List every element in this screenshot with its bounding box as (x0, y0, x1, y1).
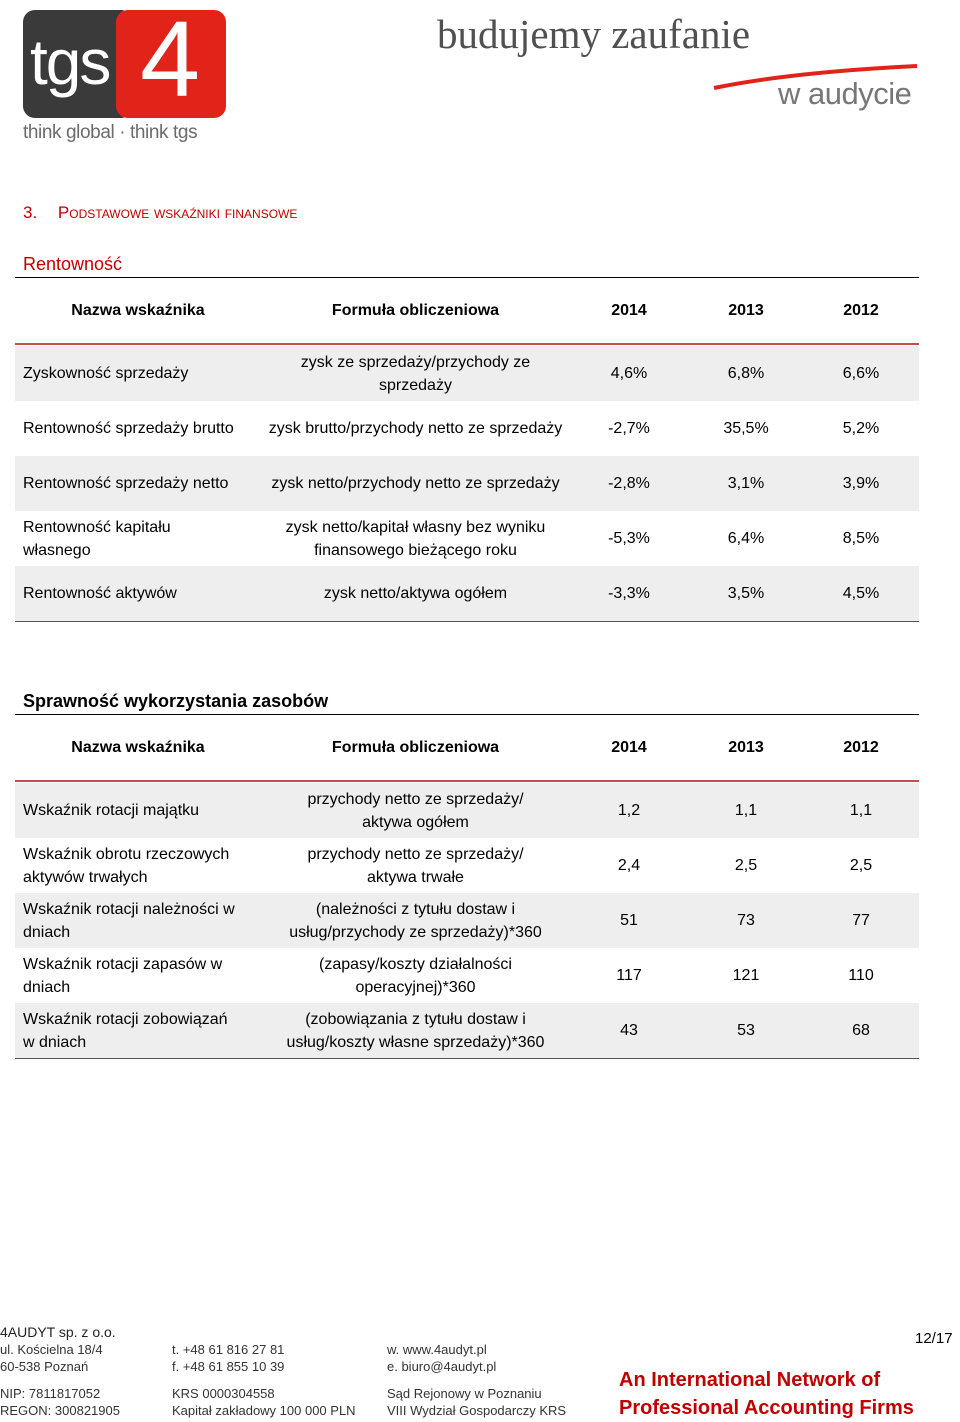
column-header: 2012 (843, 739, 879, 756)
value-2014: -2,7% (608, 420, 650, 437)
row-formula: zysk netto/aktywa ogółem (323, 585, 508, 602)
footer-address-1: ul. Kościelna 18/4 (0, 1342, 103, 1357)
value-2013: 53 (737, 1022, 755, 1039)
value-2014: -3,3% (608, 585, 650, 602)
row-formula: zysk ze sprzedaży/przychody ze sprzedaży (300, 353, 531, 394)
row-name: Rentowność kapitału własnego (23, 518, 171, 559)
row-formula: zysk netto/przychody netto ze sprzedaży (271, 475, 560, 492)
value-2013: 121 (732, 967, 760, 984)
column-header: Formuła obliczeniowa (331, 739, 500, 756)
row-formula: przychody netto ze sprzedaży/ aktywa ogółem (307, 790, 524, 831)
table-row (15, 948, 919, 1003)
value-2013: 6,4% (727, 530, 765, 547)
table-row (15, 1003, 919, 1058)
section-title: Podstawowe wskaźniki finansowe (57, 203, 298, 222)
value-2013: 2,5 (734, 857, 758, 874)
row-name: Rentowność sprzedaży netto (23, 475, 229, 492)
column-header: Nazwa wskaźnika (71, 739, 205, 756)
row-name: Wskaźnik rotacji majątku (23, 802, 200, 819)
row-name: Wskaźnik rotacji należności w dniach (23, 900, 235, 941)
value-2012: 68 (852, 1022, 870, 1039)
column-header: Formuła obliczeniowa (331, 302, 500, 319)
page-number: 12/17 (915, 1330, 953, 1347)
value-2014: -5,3% (608, 530, 650, 547)
value-2012: 5,2% (842, 420, 880, 437)
value-2012: 2,5 (849, 857, 873, 874)
value-2014: -2,8% (608, 475, 650, 492)
row-name: Rentowność aktywów (23, 585, 177, 602)
divider (15, 714, 919, 715)
footer-krs: KRS 0000304558 (172, 1386, 275, 1401)
table-row (15, 456, 919, 511)
value-2014: 4,6% (610, 365, 648, 382)
value-2012: 8,5% (842, 530, 880, 547)
slogan-main: budujemy zaufanie (437, 11, 751, 57)
row-name: Wskaźnik rotacji zapasów w dniach (23, 955, 223, 996)
footer-network-tagline (619, 1366, 914, 1422)
logo-text: tgs (30, 26, 110, 98)
table-row (15, 346, 919, 401)
value-2012: 6,6% (842, 365, 880, 382)
row-formula: (zobowiązania z tytułu dostaw i usług/koszty własne sprzedaży)*360 (286, 1010, 545, 1051)
header-rule (15, 343, 919, 345)
value-2013: 3,1% (727, 475, 765, 492)
value-2013: 35,5% (723, 420, 769, 437)
divider (15, 277, 919, 278)
row-formula: (zapasy/koszty działalności operacyjnej)*360 (319, 955, 512, 996)
value-2013: 3,5% (727, 585, 765, 602)
value-2012: 110 (848, 967, 874, 984)
row-name: Rentowność sprzedaży brutto (23, 420, 234, 437)
column-header: 2012 (843, 302, 879, 319)
logo-tagline: think global · think tgs (23, 122, 198, 143)
footer-address-2: 60-538 Poznań (0, 1359, 89, 1374)
column-header: 2013 (728, 302, 764, 319)
table-row (15, 511, 919, 566)
row-name: Wskaźnik obrotu rzeczowych aktywów trwałych (23, 845, 230, 886)
section-number: 3. (23, 203, 38, 222)
footer-fax: f. +48 61 855 10 39 (172, 1359, 285, 1374)
group-title-sprawnosc: Sprawność wykorzystania zasobów (23, 691, 329, 711)
logo-number: 4 (140, 0, 201, 119)
value-2013: 6,8% (727, 365, 765, 382)
footer-network-line-1: An International Network of (619, 1369, 881, 1391)
table-header (15, 296, 919, 326)
value-2014: 43 (620, 1022, 638, 1039)
table-row (15, 838, 919, 893)
table-header (15, 733, 919, 763)
value-2014: 117 (616, 967, 642, 984)
header-rule (15, 780, 919, 782)
table-bottom-rule (15, 1058, 919, 1059)
value-2014: 2,4 (617, 857, 641, 874)
value-2012: 1,1 (849, 802, 873, 819)
value-2012: 77 (852, 912, 870, 929)
footer-email[interactable]: e. biuro@4audyt.pl (387, 1359, 497, 1374)
row-name: Wskaźnik rotacji zobowiązań w dniach (23, 1010, 228, 1051)
footer-network-line-2: Professional Accounting Firms (619, 1397, 914, 1419)
table-row (15, 566, 919, 621)
value-2014: 1,2 (617, 802, 641, 819)
footer-court-2: VIII Wydział Gospodarczy KRS (387, 1403, 567, 1418)
value-2013: 1,1 (734, 802, 758, 819)
column-header: 2014 (611, 739, 647, 756)
value-2014: 51 (620, 912, 638, 929)
footer-regon: REGON: 300821905 (0, 1403, 120, 1418)
footer-court-1: Sąd Rejonowy w Poznaniu (387, 1386, 542, 1401)
footer-capital: Kapitał zakładowy 100 000 PLN (172, 1403, 356, 1418)
table-row (15, 893, 919, 948)
table-bottom-rule (15, 621, 919, 622)
slogan-sub: w audycie (778, 76, 912, 111)
section-heading (23, 203, 297, 223)
footer-company: 4AUDYT sp. z o.o. (0, 1324, 116, 1340)
group-title-rentownosc: Rentowność (23, 254, 123, 274)
value-2012: 3,9% (842, 475, 880, 492)
footer-web[interactable]: w. www.4audyt.pl (387, 1342, 487, 1357)
table-row (15, 401, 919, 456)
row-formula: przychody netto ze sprzedaży/ aktywa trwałe (307, 845, 524, 886)
row-formula: (należności z tytułu dostaw i usług/przychody ze sprzedaży)*360 (289, 900, 542, 941)
table-row (15, 783, 919, 838)
footer-phone: t. +48 61 816 27 81 (172, 1342, 285, 1357)
column-header: Nazwa wskaźnika (71, 302, 205, 319)
column-header: 2014 (611, 302, 647, 319)
row-formula: zysk netto/kapitał własny bez wyniku finansowego bieżącego roku (285, 518, 546, 559)
column-header: 2013 (728, 739, 764, 756)
footer-nip: NIP: 7811817052 (0, 1386, 101, 1401)
row-name: Zyskowność sprzedaży (23, 365, 189, 382)
row-formula: zysk brutto/przychody netto ze sprzedaży (268, 420, 563, 437)
value-2012: 4,5% (842, 585, 880, 602)
value-2013: 73 (737, 912, 755, 929)
